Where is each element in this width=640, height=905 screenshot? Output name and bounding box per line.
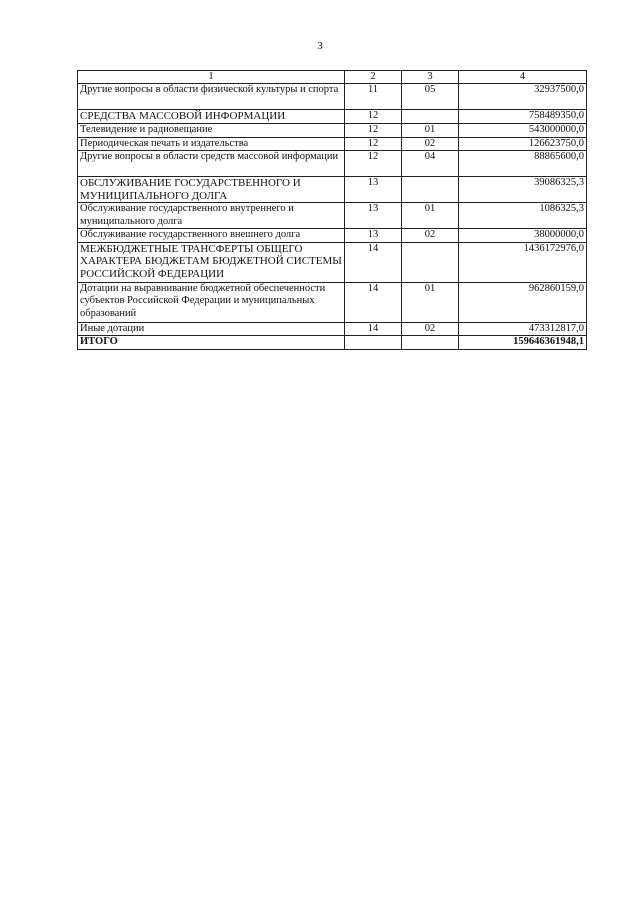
row-name-cell: Телевидение и радиовещание <box>78 124 345 138</box>
row-section-cell: 14 <box>345 242 402 282</box>
row-subsection-cell <box>402 242 459 282</box>
row-amount-cell: 1436172976,0 <box>459 242 587 282</box>
row-amount-cell: 473312817,0 <box>459 322 587 336</box>
row-section-cell: 12 <box>345 151 402 177</box>
row-subsection-cell: 05 <box>402 84 459 110</box>
table-header-row <box>78 71 587 84</box>
table-row <box>78 322 587 336</box>
header-cell-subsection: 3 <box>402 71 459 84</box>
row-subsection-cell: 01 <box>402 124 459 138</box>
row-amount-cell: 1086325,3 <box>459 203 587 229</box>
page-number: 3 <box>317 40 323 52</box>
header-cell-name: 1 <box>78 71 345 84</box>
row-amount-cell: 758489350,0 <box>459 110 587 124</box>
total-subsection-cell <box>402 336 459 350</box>
row-subsection-cell: 02 <box>402 137 459 151</box>
table-row <box>78 124 587 138</box>
table-row <box>78 177 587 203</box>
header-cell-section: 2 <box>345 71 402 84</box>
row-amount-cell: 126623750,0 <box>459 137 587 151</box>
row-subsection-cell <box>402 110 459 124</box>
row-subsection-cell: 02 <box>402 322 459 336</box>
row-subsection-cell: 01 <box>402 282 459 322</box>
row-section-cell: 12 <box>345 137 402 151</box>
row-amount-cell: 543000000,0 <box>459 124 587 138</box>
table-row <box>78 229 587 243</box>
row-amount-cell: 962860159,0 <box>459 282 587 322</box>
table-row <box>78 242 587 282</box>
row-amount-cell: 39086325,3 <box>459 177 587 203</box>
table-row <box>78 151 587 177</box>
row-subsection-cell <box>402 177 459 203</box>
row-section-cell: 12 <box>345 110 402 124</box>
total-amount: 159646361948,1 <box>459 336 587 350</box>
row-name-cell: Другие вопросы в области средств массовой информации <box>78 151 345 177</box>
row-section-cell: 13 <box>345 177 402 203</box>
table-row <box>78 137 587 151</box>
total-section-cell <box>345 336 402 350</box>
table-row <box>78 282 587 322</box>
total-label: ИТОГО <box>78 336 345 350</box>
row-section-cell: 14 <box>345 282 402 322</box>
row-subsection-cell: 02 <box>402 229 459 243</box>
row-name-cell: МЕЖБЮДЖЕТНЫЕ ТРАНСФЕРТЫ ОБЩЕГО ХАРАКТЕРА БЮДЖЕТАМ БЮДЖЕТНОЙ СИСТЕМЫ РОССИЙСКОЙ ФЕДЕРАЦИИ <box>78 242 345 282</box>
total-row <box>78 336 587 350</box>
row-section-cell: 14 <box>345 322 402 336</box>
row-amount-cell: 32937500,0 <box>459 84 587 110</box>
table-row <box>78 84 587 110</box>
row-name-cell: СРЕДСТВА МАССОВОЙ ИНФОРМАЦИИ <box>78 110 345 124</box>
row-section-cell: 12 <box>345 124 402 138</box>
row-section-cell: 11 <box>345 84 402 110</box>
row-name-cell: Периодическая печать и издательства <box>78 137 345 151</box>
row-subsection-cell: 04 <box>402 151 459 177</box>
row-amount-cell: 38000000,0 <box>459 229 587 243</box>
row-name-cell: Обслуживание государственного внешнего долга <box>78 229 345 243</box>
header-cell-amount: 4 <box>459 71 587 84</box>
row-amount-cell: 88865600,0 <box>459 151 587 177</box>
row-name-cell: Обслуживание государственного внутреннего и муниципального долга <box>78 203 345 229</box>
row-name-cell: Иные дотации <box>78 322 345 336</box>
row-name-cell: ОБСЛУЖИВАНИЕ ГОСУДАРСТВЕННОГО И МУНИЦИПАЛЬНОГО ДОЛГА <box>78 177 345 203</box>
table-row <box>78 203 587 229</box>
row-name-cell: Другие вопросы в области физической культуры и спорта <box>78 84 345 110</box>
row-name-cell: Дотации на выравнивание бюджетной обеспеченности субъектов Российской Федерации и муниципальных образований <box>78 282 345 322</box>
table-row <box>78 110 587 124</box>
row-subsection-cell: 01 <box>402 203 459 229</box>
budget-table <box>77 70 587 350</box>
row-section-cell: 13 <box>345 203 402 229</box>
row-section-cell: 13 <box>345 229 402 243</box>
